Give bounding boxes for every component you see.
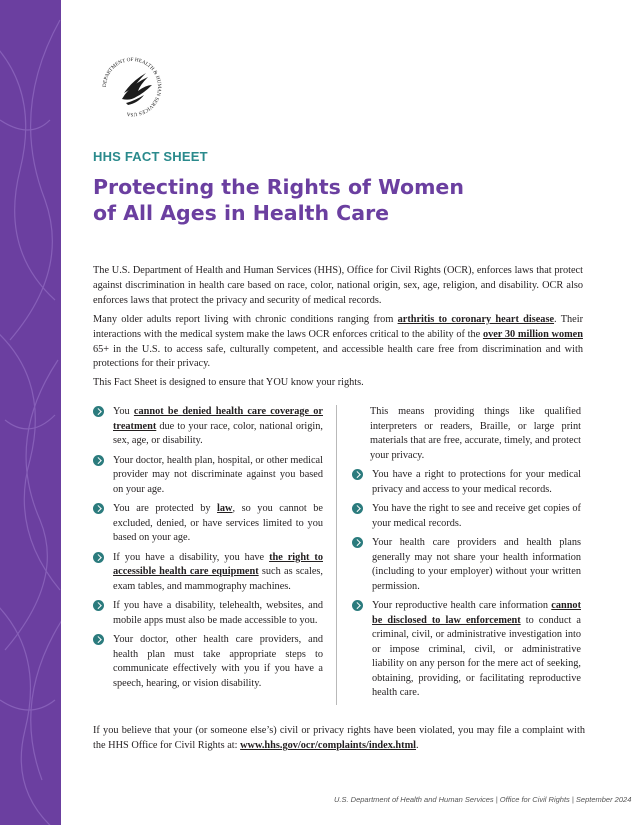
page-title [93,174,533,226]
list-item: If you have a disability, telehealth, websites, and mobile apps must also be made accessible to you. [93,599,323,628]
list-item: Your doctor, other health care providers, and health plan must take appropriate steps to communicate effectively with you if you have a speech, hearing, or vision disability. [93,633,323,691]
chevron-right-icon [93,503,104,514]
accessible-equipment-link[interactable]: the right to accessible health care equipment [113,551,323,577]
list-item: Your doctor, health plan, hospital, or other medical provider may not discriminate against you based on your age. [93,454,323,498]
page-footer: U.S. Department of Health and Human Services | Office for Civil Rights | September 2024 [334,795,632,804]
chevron-right-icon [93,600,104,611]
complaint-url-link[interactable]: www.hhs.gov/ocr/complaints/index.html [240,740,417,751]
coverage-link[interactable]: cannot be denied health care coverage or treatment [113,406,324,432]
intro-section [93,264,583,395]
list-item: You have a right to protections for your medical privacy and access to your medical records. [352,468,581,497]
rights-list-right [352,405,581,706]
list-item: You cannot be denied health care coverage or treatment due to your race, color, national origin, sex, age, or disability. [93,405,323,449]
intro-paragraph-2: Many older adults report living with chronic conditions ranging from arthritis to coronary heart disease. Their interactions with the medical system make the laws OCR enforces critical to the ability of the over 30 million women 65+ in the U.S. to access safe, culturally competent, and accessible health care free from discrimination and with protections for their privacy. [93,313,583,370]
intro-paragraph-3: This Fact Sheet is designed to ensure that YOU know your rights. [93,377,364,389]
intro-paragraph-1: The U.S. Department of Health and Human Services (HHS), Office for Civil Rights (OCR), enforces laws that protect against discrimination in health care based on race, color, national origin, sex, age, religion, and disability. OCR also enforces laws that protect the privacy and security of medical records. [93,265,583,306]
chevron-right-icon [93,634,104,645]
chevron-right-icon [93,406,104,417]
list-item: You have the right to see and receive get copies of your medical records. [352,502,581,531]
chevron-right-icon [352,600,363,611]
list-item-continuation: This means providing things like qualified interpreters or readers, Braille, or large print materials that are free, accurate, timely, and protect your privacy. [370,406,581,461]
rights-list-left [93,405,323,696]
complaint-paragraph: If you believe that your (or someone else’s) civil or privacy rights have been violated, you may file a complaint with the HHS Office for Civil Rights at: www.hhs.gov/ocr/complaints/index.html. [93,725,585,751]
fact-sheet-kicker: HHS FACT SHEET [93,149,208,164]
decorative-sidebar [0,0,61,825]
chevron-right-icon [352,537,363,548]
title-line-2: of All Ages in Health Care [93,201,390,225]
law-enforcement-link[interactable]: cannot be disclosed to law enforcement [372,600,581,626]
leaf-pattern-graphic [0,0,61,825]
column-divider [336,405,337,705]
law-link[interactable]: law [217,503,233,514]
title-line-1: Protecting the Rights of Women [93,175,464,199]
hhs-seal-logo [100,55,164,119]
women-statistic-link[interactable]: over 30 million women [482,328,583,340]
chronic-conditions-link[interactable]: arthritis to coronary heart disease [397,313,555,325]
eagle-emblem-icon [122,73,152,105]
chevron-right-icon [352,503,363,514]
chevron-right-icon [93,552,104,563]
chevron-right-icon [93,455,104,466]
seal-ring-text: DEPARTMENT OF HEALTH & HUMAN SERVICES USA [101,56,163,118]
chevron-right-icon [352,469,363,480]
list-item: You are protected by law, so you cannot be excluded, denied, or have services limited to you based on your age. [93,502,323,546]
list-item: Your reproductive health care information cannot be disclosed to law enforcement to conduct a criminal, civil, or administrative investigation into or impose criminal, civil, or administrative liability on any person for the mere act of seeking, obtaining, providing, or facilitating reproductive health care. [352,599,581,701]
list-item: Your health care providers and health plans generally may not share your health information (including to your employer) without your written permission. [352,536,581,594]
list-item: If you have a disability, you have the right to accessible health care equipment such as scales, exam tables, and mammography machines. [93,551,323,595]
